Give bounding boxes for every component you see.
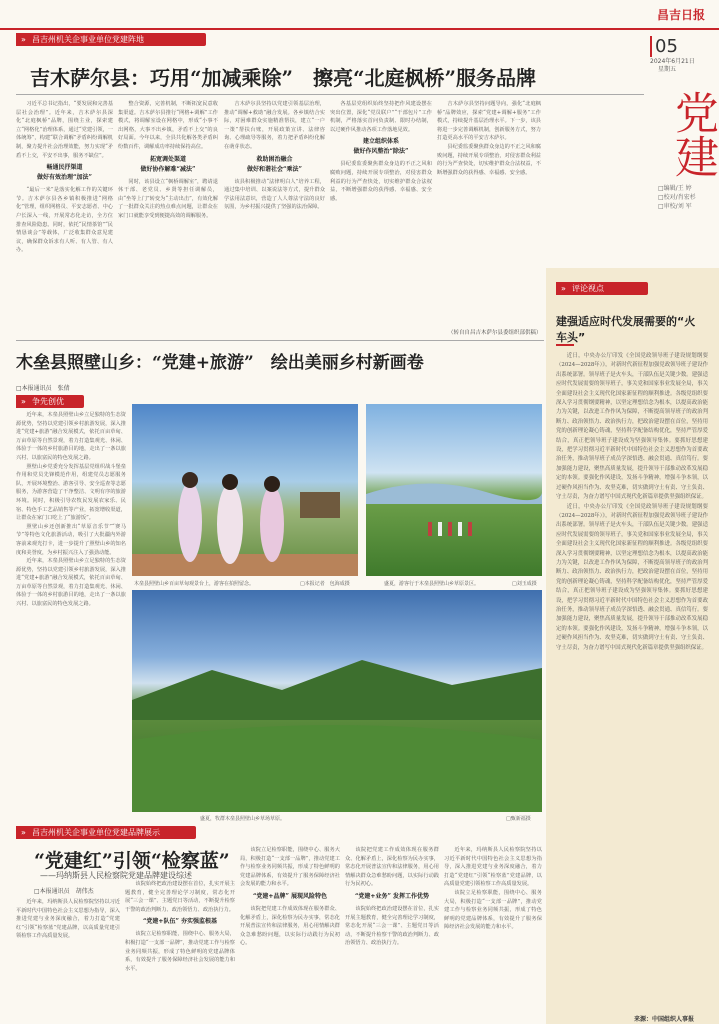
column-name: 党建 xyxy=(667,90,718,178)
caption-1: 木垒县照壁山乡百亩草甸观景台上，游客在拍照留念。 xyxy=(134,581,255,587)
issue-weekday: 星期五 xyxy=(658,66,677,73)
paragraph: 该院始终把政治建设摆在首位，扎实开展主题教育，健全完善理论学习制度，常态化开展“三会一课”、主题党日等活动，不断提升检察干警的政治判断力、政治领悟力、政治执行力。 xyxy=(125,881,235,913)
paragraph: 近日，中央办公厅印发《全国党政领导班子建设规划纲要（2024—2028年）》，对新时代新征程加强党政领导班子建设作出系统部署。领导班子是火车头，干部队伍是关键少数。建强适应时代发展需要的领导班子，事关党和国家事业发展全局，事关全面建设社会主义现代化国家新征程的顺利推进。各级党组织要深入学习贯彻纲要精神，以坚定理想信念为根本，以提高政治能力为关键，以改进工作作风为保障，不断提高领导班子的政治判断力、政治领悟力、政治执行力，把政治建设摆在首位，坚持用党的创新理论凝心铸魂，坚持科学配备结构优化，坚持严管厚爱结合，真正把领导班子建设成为坚强领导集体。要抓好思想建设，把学习贯彻习近平新时代中国特色社会主义思想作为首要政治任务，推动领导班子成员学深悟透、融会贯通、真信笃行。要加强能力建设，聚焦高质量发展，提升领导干部推动改革发展稳定的本领。要强化作风建设，发扬斗争精神，增强斗争本领，以过硬作风担当作为、攻坚克难，切实做到守土有责、守土负责、守土尽责，为奋力谱写中国式现代化新篇章提供坚强组织保证。 xyxy=(556,353,708,501)
editor-credits xyxy=(658,184,696,211)
commentary-accent xyxy=(556,344,574,346)
credit-proof: □校对/肖宏杉 xyxy=(658,194,696,201)
commentary-title: 建强适应时代发展需要的“火车头” xyxy=(556,315,696,344)
paragraph: 该院立足检察职能，围绕中心、服务大局，积极打造“一支部一品牌”，推动党建工作与检察业务同频共振，形成了特色鲜明的党建品牌体系，有效提升了服务保障经济社会发展的能力和水平。 xyxy=(240,847,340,888)
paragraph: 该院立足检察职能，围绕中心、服务大局，积极打造“一支部一品牌”，推动党建工作与检察业务同频共振，形成了特色鲜明的党建品牌体系，有效提升了服务保障经济社会发展的能力和水平。 xyxy=(444,889,542,931)
article1-title: 吉木萨尔县：巧用“加减乘除” 擦亮“北庭枫桥”服务品牌 xyxy=(30,66,537,90)
article3-column-2 xyxy=(125,880,235,1022)
photo-scene xyxy=(366,404,542,576)
paragraph: 整合资源，完善机制，不断拓宽民意收集渠道。吉木萨尔县推行“网格+调解”工作模式，将调解室设在网格中，形成“小事不出网格，大事不出乡镇，矛盾不上交”的良好局面。今年以来，全县共化解各类矛盾纠纷数百件，调解成功率持续保持高位。 xyxy=(118,101,218,150)
subheading: 建立组织体系 做好作风整治“除法” xyxy=(353,138,409,156)
credit-review: □审校/刘 军 xyxy=(658,203,692,210)
paragraph: 近日，中央办公厅印发《全国党政领导班子建设规划纲要（2024—2028年）》，对新时代新征程加强党政领导班子建设作出系统部署。领导班子是火车头，干部队伍是关键少数。建强适应时代发展需要的领导班子，事关党和国家事业发展全局，事关全面建设社会主义现代化国家新征程的顺利推进。各级党组织要深入学习贯彻纲要精神，以坚定理想信念为根本，以提高政治能力为关键，以改进工作作风为保障，不断提高领导班子的政治判断力、政治领悟力、政治执行力，把政治建设摆在首位，坚持用党的创新理论凝心铸魂，坚持科学配备结构优化，坚持严管厚爱结合，真正把领导班子建设成为坚强领导集体。要抓好思想建设，把学习贯彻习近平新时代中国特色社会主义思想作为首要政治任务，推动领导班子成员学深悟透、融会贯通、真信笃行。要加强能力建设，聚焦高质量发展，提升领导干部推动改革发展稳定的本领。要强化作风建设，发扬斗争精神，增强斗争本领，以过硬作风担当作为、攻坚克难，切实做到守土有责、守土负责、守土尽责，为奋力谱写中国式现代化新篇章提供坚强组织保证。 xyxy=(556,503,708,651)
commentary-body xyxy=(556,352,708,1008)
paragraph: 县纪委监委聚焦群众身边的不正之风和腐败问题，持续开展专项整治，对侵害群众利益的行为严查快处，切实维护群众合法权益，不断增强群众的获得感、幸福感、安全感。 xyxy=(330,161,432,202)
issue-date: 2024年6月21日 xyxy=(650,58,695,65)
photo-credit-2: □刘玉成摄 xyxy=(512,581,537,587)
article3-title: “党建红”引领“检察蓝” xyxy=(34,850,230,872)
masthead-bar xyxy=(0,0,719,30)
article3-column-1 xyxy=(16,898,120,1022)
article1-column-3 xyxy=(224,100,325,338)
paragraph: 该院把党建工作成效体现在服务群众、化解矛盾上，深化检察为民办实事，常态化开展普法宣传和法律服务，用心用情解决群众急难愁盼问题，以实际行动践行为民初心。 xyxy=(240,905,340,947)
divider xyxy=(16,94,644,95)
article3-byline: □本报通讯员 胡伟杰 xyxy=(34,888,94,895)
paragraph: 该县积极推动“法律明白人”培养工程，通过集中培训、以案说法等方式，提升群众学法用法意识，营造了人人尊法守法的良好氛围，为乡村振兴提供了坚强的法治保障。 xyxy=(224,178,325,211)
page-number: 05 xyxy=(650,36,678,57)
photo-scene xyxy=(132,404,358,576)
article1-column-5 xyxy=(437,100,541,328)
paragraph: 照壁山乡还创新推出“草原音乐节”“赛马节”等特色文化旅游活动，吸引了大批疆内外游客前来观光打卡，进一步提升了照壁山乡的知名度和美誉度，为乡村振兴注入了强劲动能。 xyxy=(16,523,126,556)
paragraph: 县纪委监委聚焦群众身边的不正之风和腐败问题，持续开展专项整治，对侵害群众利益的行为严查快处，切实维护群众合法权益，不断增强群众的获得感、幸福感、安全感。 xyxy=(437,143,541,176)
article1-source: （转自自昌吉木萨尔县委组织部供稿） xyxy=(448,330,542,336)
article2-column xyxy=(16,411,126,819)
divider xyxy=(16,340,544,341)
photo-credit-3: □甄新福摄 xyxy=(506,816,531,822)
subheading: 拓宽调处渠道 做好协作解难“减法” xyxy=(140,155,196,173)
article2-byline: □本报通讯员 张倩 xyxy=(16,385,70,392)
section-banner-mid: » 争先创优 xyxy=(16,395,84,408)
paragraph: “最后一米”是落实化解工作的关键环节。吉木萨尔县各乡镇积极推进“网格化”管理，组织网格员、平安志愿者、中心户长深入一线，开展常态化走访，全方位排查风险隐患。同时，依托“民情茶馆”“民情恳谈会”等载体，广泛收集群众意见建议，确保群众诉求有人听、有人管、有人办。 xyxy=(16,187,113,254)
newspaper-logo: 昌吉日报 xyxy=(656,8,705,22)
article1-column-2 xyxy=(118,100,218,338)
commentary-banner: » 评论视点 xyxy=(556,282,648,295)
paragraph: 同时，该县设立“枫桥调解室”，聘请退休干部、老党员、乡贤等担任调解员，由“坐等上门”转变为“主动出击”，有效化解了一批群众关注的热点难点问题，让群众在家门口就能享受到便捷高效的调解服务。 xyxy=(118,178,218,219)
caption-3: 盛夏，牧群木垒县照壁山乡草场草原。 xyxy=(200,816,286,822)
paragraph: 照壁山乡党委充分发挥基层党组织战斗堡垒作用和党员先锋模范作用，组建党员志愿服务队，开展环境整治、游客引导、安全巡查等志愿服务，为游客营造了干净整洁、文明有序的旅游环境。同时，积极引导农牧民发展农家乐、民宿、特色手工艺品销售等产业，拓宽增收渠道，让群众在家门口吃上了“旅游饭”。 xyxy=(16,463,126,522)
section-banner-bottom: » 昌吉州机关企事业单位党建品牌展示 xyxy=(16,826,196,839)
paragraph: 近年来，木垒县照壁山乡立足独特的生态资源优势，坚持以党建引领乡村旅游发展，深入推进“党建+旅游”融合发展模式，依托百亩草甸、万亩草原等自然景观，着力打造集观光、休闲、体验于一体的乡村旅游目的地，走出了一条以旅兴村、以旅富民的特色发展之路。 xyxy=(16,558,126,608)
photo-grassland-tourists xyxy=(366,404,542,576)
article1-column-4 xyxy=(330,100,432,338)
subheading: “党建+队伍” 夯实强监根基 xyxy=(142,918,218,926)
paragraph: 各基层党组织始终坚持把作风建设摆在突出位置，深化“党员联户”“干部包片”工作机制，严格落实首问负责制、限时办结制，以过硬作风推动各项工作落地见效。 xyxy=(330,101,432,133)
section-banner-top: » 昌吉州机关企事业单位党建阵地 xyxy=(16,33,206,46)
credit-editor: □编辑/王 婷 xyxy=(658,185,692,192)
paragraph: 吉木萨尔县坚持问题导向，强化“北庭枫桥”品牌效应，探索“党建+调解+服务”工作模式，持续提升基层治理水平。下一步，该县将进一步完善调解机制，创新服务方式，努力打造更高水平的平安吉木萨尔。 xyxy=(437,101,541,142)
paragraph: 近年来，玛纳斯县人民检察院坚持以习近平新时代中国特色社会主义思想为指导，深入推进党建与业务深度融合，着力打造“党建红”引领“检察蓝”党建品牌，以高质量党建引领检察工作高质量发展。 xyxy=(16,899,120,940)
paragraph: 近年来，玛纳斯县人民检察院坚持以习近平新时代中国特色社会主义思想为指导，深入推进党建与业务深度融合，着力打造“党建红”引领“检察蓝”党建品牌，以高质量党建引领检察工作高质量发展。 xyxy=(444,847,542,888)
subheading: 畅通民抒渠道 做好有效治理“加法” xyxy=(37,164,92,182)
paragraph: 近年来，木垒县照壁山乡立足独特的生态资源优势，坚持以党建引领乡村旅游发展，深入推进“党建+旅游”融合发展模式，依托百亩草甸、万亩草原等自然景观，着力打造集观光、休闲、体验于一体的乡村旅游目的地，走出了一条以旅兴村、以旅富民的特色发展之路。 xyxy=(16,412,126,461)
photo-credit-1: □本报记者 包海成摄 xyxy=(300,581,350,587)
subheading: “党建+品牌” 展现风险特色 xyxy=(252,892,328,900)
photo-tourists-meadow xyxy=(132,404,358,576)
photo-scene xyxy=(132,590,542,812)
paragraph: 该院始终把政治建设摆在首位，扎实开展主题教育，健全完善理论学习制度，常态化开展“三会一课”、主题党日等活动，不断提升检察干警的政治判断力、政治领悟力、政治执行力。 xyxy=(345,905,439,947)
article3-column-5 xyxy=(444,846,542,1022)
article1-column-1 xyxy=(16,100,113,338)
article3-subtitle: ——玛纳斯县人民检察院党建品牌建设综述 xyxy=(40,871,192,880)
paragraph: 习近平总书记指出，“要发展和完善基层社会治理”。近年来，吉木萨尔县深化“北庭枫桥”品牌，围绕主业，探索建立“网格化”治理体系，通过“党建引领，一体统筹”，构建“联合调解”矛盾纠纷调解机制，聚力提升社会治理效能，努力实现“矛盾不上交，平安不出事，服务不缺位”。 xyxy=(16,101,113,159)
paragraph: 吉木萨尔县坚持以党建引领基层治理，推动“调解+救助”融合发展。各乡镇结合实际，对困难群众实施精准帮扶，建立“一户一策”帮扶台账，开展政策宣讲、法律咨询、心理疏导等服务，着力把矛盾纠纷化解在萌芽状态。 xyxy=(224,101,325,150)
article3-column-3 xyxy=(240,846,340,1022)
subheading: 救助困治融合 做好和谐社会“乘法” xyxy=(247,155,302,173)
caption-2: 盛夏，游客行于木垒县照壁山乡草原景区。 xyxy=(384,581,480,587)
article2-title: 木垒县照壁山乡：“党建+旅游” 绘出美丽乡村新画卷 xyxy=(16,353,424,373)
photo-herd-grassland xyxy=(132,590,542,812)
commentary-source: 来源：中国组织人事报 xyxy=(634,1016,695,1023)
paragraph: 该院把党建工作成效体现在服务群众、化解矛盾上，深化检察为民办实事，常态化开展普法宣传和法律服务，用心用情解决群众急难愁盼问题，以实际行动践行为民初心。 xyxy=(345,847,439,888)
paragraph: 该院立足检察职能，围绕中心、服务大局，积极打造“一支部一品牌”，推动党建工作与检察业务同频共振，形成了特色鲜明的党建品牌体系，有效提升了服务保障经济社会发展的能力和水平。 xyxy=(125,931,235,972)
article3-column-4 xyxy=(345,846,439,1022)
subheading: “党建+业务” 发挥工作优势 xyxy=(354,892,430,900)
